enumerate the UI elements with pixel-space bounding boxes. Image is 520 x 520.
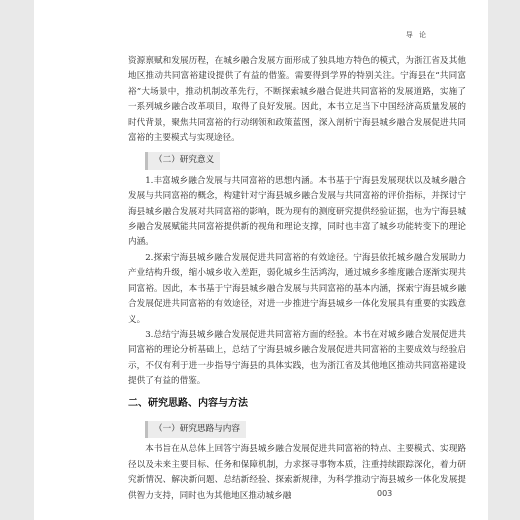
sub-heading-significance: （二）研究意义 bbox=[145, 152, 220, 169]
book-page bbox=[34, 0, 488, 520]
significance-paragraph-1: 1.丰富城乡融合发展与共同富裕的思想内涵。本书基于宁海县发展现状以及城乡融合发展与共同富裕的概念，构建针对宁海县城乡融合发展与共同富裕的评价指标，并探讨宁海县城乡融合发展对共同富裕的影响，既为现有的测度研究提供经验证据，也为宁海县城乡融合发展赋能共同富裕提供新的视角和理论支撑，同时也丰富了城乡功能转变下的理论内涵。 bbox=[128, 175, 466, 248]
approach-paragraph: 本书旨在从总体上回答宁海县城乡融合发展促进共同富裕的特点、主要模式、实现路径以及未来主要目标、任务和保障机制，力求探寻事物本质，注重持续跟踪深化，着力研究新情况、解决新问题、总结新经验、探索新规律，为科学推动宁海县城乡一体化发展提供智力支持，同时也为其他地区推动城乡融 bbox=[128, 444, 466, 501]
significance-paragraph-2: 2.探索宁海县城乡融合发展促进共同富裕的有效途径。宁海县依托城乡融合发展助力产业结构升级，缩小城乡收入差距，弱化城乡生活鸿沟，通过城乡多维度融合逐渐实现共同富裕。因此，本书基于宁海县城乡融合发展与共同富裕的基本内涵，探索宁海县城乡融合发展促进共同富裕的有效途径，对进一步推进宁海县城乡一体化发展具有重要的实践意义。 bbox=[128, 252, 466, 325]
running-head: 导 论 bbox=[405, 31, 428, 39]
sub-heading-approach: （一）研究思路与内容 bbox=[145, 421, 246, 438]
page-number: 003 bbox=[377, 489, 393, 498]
significance-paragraph-3: 3.总结宁海县城乡融合发展促进共同富裕方面的经验。本书在对城乡融合发展促进共同富裕的理论分析基础上，总结了宁海县城乡融合发展促进共同富裕的主要成效与经验启示，不仅有利于进一步指导宁海县的具体实践，也为浙江省及其他地区推动共同富裕建设提供了有益的借鉴。 bbox=[128, 329, 466, 387]
intro-paragraph: 资源禀赋和发展历程，在城乡融合发展方面形成了独具地方特色的模式，为浙江省及其他地区推动共同富裕建设提供了有益的借鉴。需要得到学界的特别关注。宁海县在“共同富裕”大场景中，推动机制改革先行，不断探索城乡融合促进共同富裕的发展道路，实施了一系列城乡融合改革项目，取得了良好发展。因此，本书立足当下中国经济高质量发展的时代背景，聚焦共同富裕的行动纲领和政策蓝图，深入剖析宁海县城乡融合发展促进共同富裕的主要模式与实现途径。 bbox=[128, 56, 466, 144]
section-heading: 二、研究思路、内容与方法 bbox=[128, 397, 248, 409]
body-text bbox=[128, 54, 466, 504]
